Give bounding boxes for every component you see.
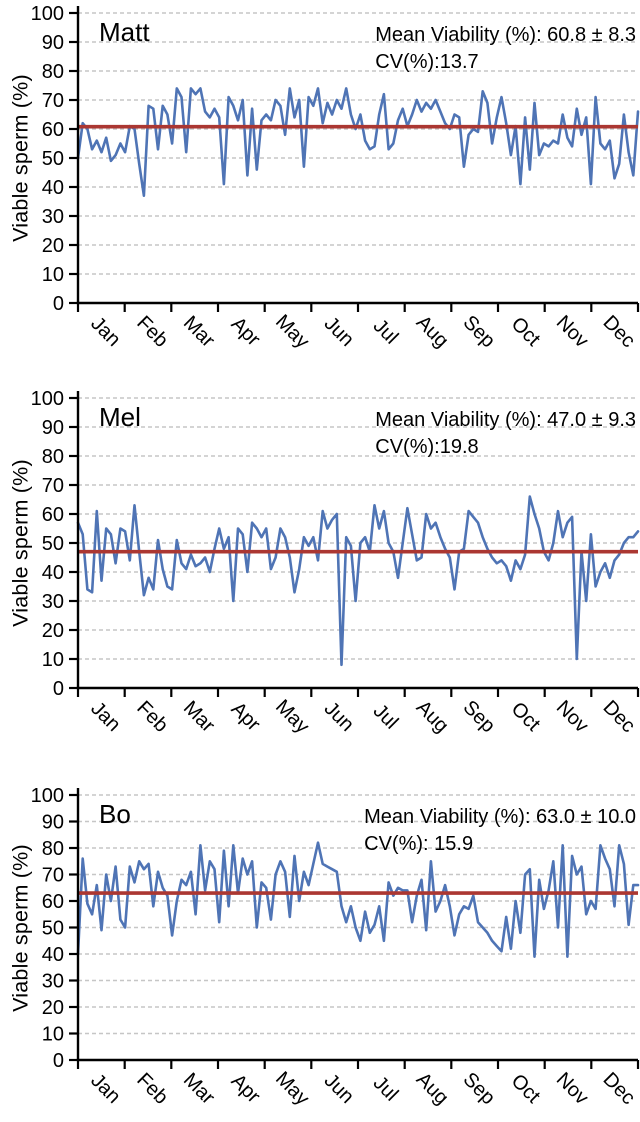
- y-tick-label: 60: [41, 891, 64, 913]
- x-tick-label: Feb: [132, 696, 173, 737]
- subject-label: Matt: [99, 17, 150, 47]
- x-tick-label: May: [271, 310, 314, 353]
- x-tick-label: Jun: [319, 697, 359, 736]
- stats-annotation: [375, 407, 636, 460]
- x-tick-label: Dec: [598, 696, 640, 738]
- y-tick-label: 100: [30, 3, 64, 25]
- x-tick-label: Mar: [178, 696, 219, 737]
- y-tick-label: 30: [41, 970, 64, 993]
- x-tick-label: Apr: [226, 1069, 265, 1108]
- y-tick-label: 100: [30, 388, 64, 410]
- y-tick-label: 90: [41, 811, 64, 834]
- x-tick-label: Nov: [551, 311, 593, 353]
- x-tick-label: Mar: [178, 1068, 219, 1109]
- y-tick-label: 70: [41, 90, 64, 112]
- y-tick-label: 30: [41, 591, 64, 613]
- y-tick-label: 40: [41, 177, 64, 199]
- x-tick-label: Aug: [411, 696, 453, 738]
- y-tick-label: 90: [41, 417, 64, 439]
- x-tick-label: Jun: [319, 1069, 359, 1108]
- x-tick-label: Sep: [458, 1068, 500, 1110]
- subject-label: Mel: [99, 402, 141, 432]
- x-tick-label: Sep: [458, 696, 500, 738]
- y-tick-label: 50: [41, 533, 64, 555]
- x-tick-label: Jan: [86, 697, 125, 736]
- subject-label: Bo: [99, 799, 131, 829]
- y-tick-label: 60: [41, 119, 64, 141]
- chart-panel-bo: [0, 760, 640, 1122]
- y-tick-label: 50: [41, 917, 64, 940]
- x-tick-label: Jan: [86, 312, 125, 351]
- x-tick-label: Nov: [551, 1068, 593, 1110]
- x-tick-label: May: [271, 1067, 314, 1110]
- x-tick-label: Sep: [458, 311, 500, 353]
- x-tick-label: Jan: [86, 1069, 125, 1108]
- y-tick-label: 100: [30, 785, 64, 807]
- x-tick-label: Dec: [598, 1068, 640, 1110]
- x-tick-label: Apr: [226, 697, 265, 736]
- x-tick-label: Feb: [132, 311, 173, 352]
- y-tick-label: 0: [52, 1050, 64, 1072]
- y-tick-label: 30: [41, 206, 64, 228]
- x-tick-label: Aug: [411, 1068, 453, 1110]
- viability-series-line: [78, 88, 638, 195]
- x-tick-label: Jul: [368, 314, 403, 349]
- x-tick-label: Jun: [319, 312, 359, 351]
- y-tick-label: 10: [41, 649, 64, 671]
- y-tick-label: 60: [41, 504, 64, 526]
- x-tick-label: Nov: [551, 696, 593, 738]
- viability-series-line: [78, 843, 638, 957]
- x-tick-label: Jul: [368, 1071, 403, 1106]
- x-tick-label: Feb: [132, 1068, 173, 1109]
- mean-viability-text: Mean Viability (%): 63.0 ± 10.0: [364, 806, 636, 828]
- cv-text: CV(%):13.7: [375, 50, 479, 73]
- y-tick-label: 70: [41, 864, 64, 887]
- y-tick-label: 20: [41, 620, 64, 642]
- x-tick-label: May: [271, 695, 314, 738]
- y-tick-label: 0: [52, 293, 64, 315]
- y-tick-label: 70: [41, 475, 64, 497]
- x-tick-label: Oct: [506, 697, 545, 736]
- y-tick-label: 0: [52, 678, 64, 700]
- y-tick-label: 40: [41, 562, 64, 584]
- y-tick-label: 10: [41, 1023, 64, 1046]
- y-tick-label: 20: [41, 997, 64, 1019]
- y-axis-title: Viable sperm (%): [8, 459, 33, 627]
- y-tick-label: 10: [41, 264, 64, 286]
- y-tick-label: 80: [41, 838, 64, 860]
- x-tick-label: Oct: [506, 1069, 545, 1108]
- x-tick-label: Mar: [178, 311, 219, 352]
- stats-annotation: [364, 804, 636, 857]
- y-tick-label: 20: [41, 235, 64, 257]
- mean-viability-text: Mean Viability (%): 47.0 ± 9.3: [375, 409, 636, 431]
- x-tick-label: Aug: [411, 311, 453, 353]
- x-tick-label: Jul: [368, 699, 403, 734]
- x-tick-label: Apr: [226, 312, 265, 351]
- x-tick-label: Dec: [598, 311, 640, 353]
- viability-series-line: [78, 497, 638, 665]
- cv-text: CV(%): 15.9: [364, 832, 474, 855]
- y-axis-title: Viable sperm (%): [8, 843, 33, 1012]
- y-tick-label: 90: [41, 32, 64, 54]
- chart-panel-matt: [0, 0, 640, 385]
- y-tick-label: 40: [41, 944, 64, 966]
- cv-text: CV(%):19.8: [375, 435, 479, 458]
- chart-panel-mel: [0, 385, 640, 760]
- mean-viability-text: Mean Viability (%): 60.8 ± 8.3: [375, 24, 636, 46]
- y-axis-title: Viable sperm (%): [8, 74, 33, 242]
- y-tick-label: 50: [41, 148, 64, 170]
- y-tick-label: 80: [41, 61, 64, 83]
- stats-annotation: [375, 22, 636, 75]
- y-tick-label: 80: [41, 446, 64, 468]
- x-tick-label: Oct: [506, 312, 545, 351]
